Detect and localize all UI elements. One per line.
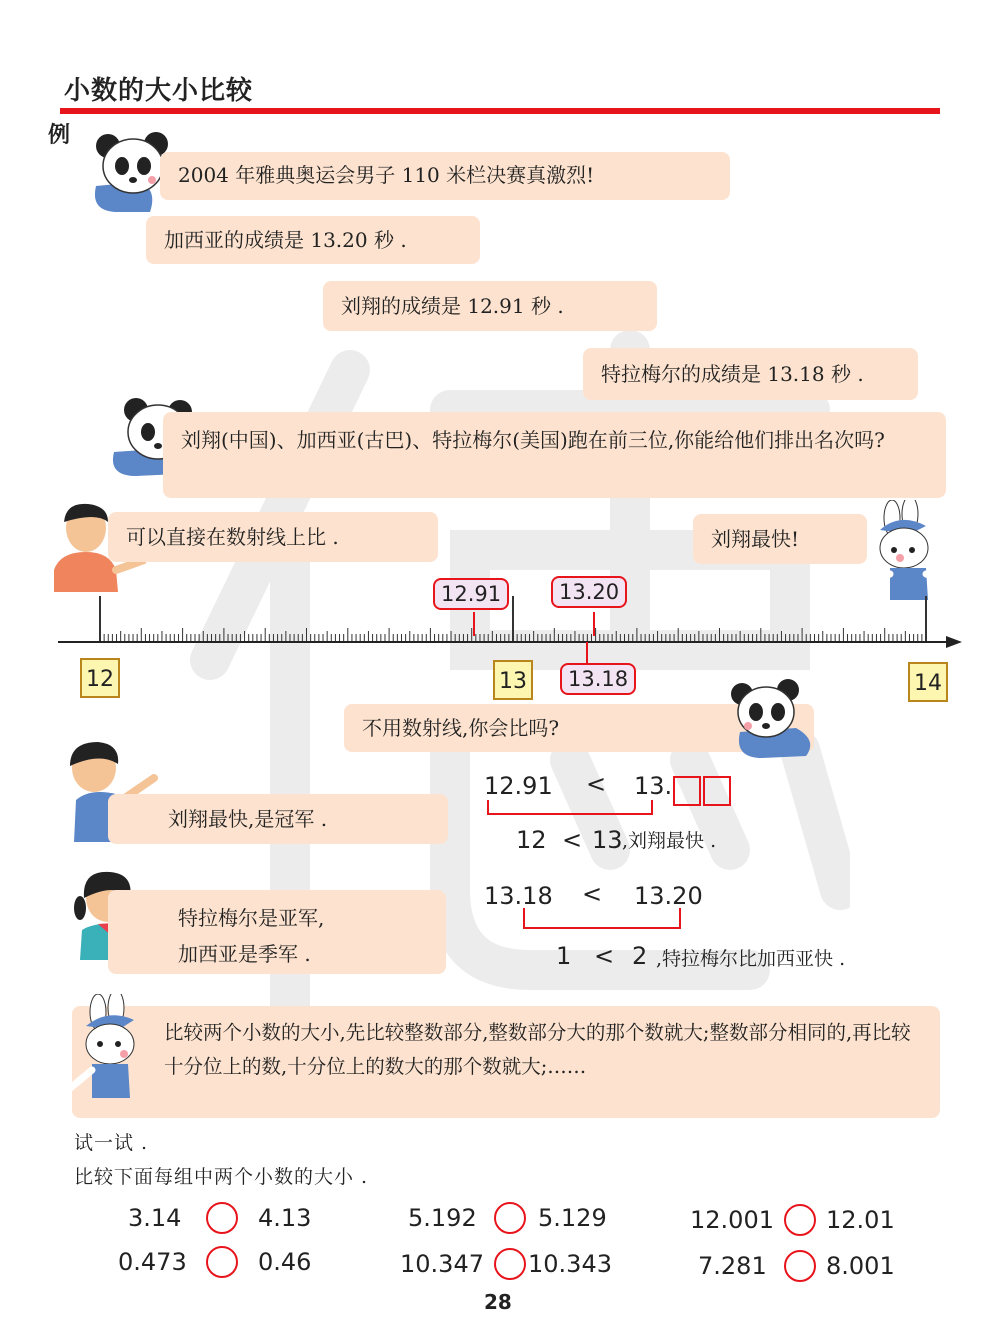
speech-bubble-rabbit-fast: 刘翔最快! bbox=[693, 514, 867, 564]
pair-6-left: 7.281 bbox=[698, 1252, 767, 1280]
number-ray bbox=[58, 594, 964, 664]
ray-label-13: 13 bbox=[493, 660, 533, 700]
pair-2-left: 5.192 bbox=[408, 1204, 477, 1232]
title-underline bbox=[60, 108, 940, 114]
girl-line-2: 加西亚是季军 . bbox=[178, 942, 311, 966]
compare2-note-a: 1 bbox=[556, 942, 572, 970]
ray-tag-12-91: 12.91 bbox=[433, 578, 509, 610]
compare2-operator: < bbox=[582, 880, 603, 908]
pair-2-right: 5.129 bbox=[538, 1204, 607, 1232]
compare-circle-5[interactable] bbox=[494, 1248, 526, 1280]
compare1-left: 12.91 bbox=[484, 772, 553, 800]
page-title: 小数的大小比较 bbox=[64, 76, 254, 106]
speech-bubble-telameier-result: 特拉梅尔的成绩是 13.18 秒 . bbox=[583, 348, 918, 400]
panda-character-illustration bbox=[726, 676, 822, 760]
pair-4-left: 0.473 bbox=[118, 1248, 187, 1276]
pair-1-right: 4.13 bbox=[258, 1204, 312, 1232]
pair-6-right: 8.001 bbox=[826, 1252, 895, 1280]
compare1-note-a: 12 bbox=[516, 826, 547, 854]
compare1-operator: < bbox=[586, 770, 607, 798]
speech-bubble-rabbit-rule: 比较两个小数的大小,先比较整数部分,整数部分大的那个数就大;整数部分相同的,再比较十分位上的数,十分位上的数大的那个数就大;…… bbox=[72, 1006, 940, 1118]
ray-label-12: 12 bbox=[80, 658, 120, 698]
speech-bubble-panda-question: 刘翔(中国)、加西亚(古巴)、特拉梅尔(美国)跑在前三位,你能给他们排出名次吗? bbox=[163, 412, 946, 498]
compare-circle-6[interactable] bbox=[784, 1250, 816, 1282]
rabbit-character-illustration bbox=[62, 994, 162, 1104]
compare-circle-2[interactable] bbox=[494, 1202, 526, 1234]
panda-character-illustration bbox=[78, 126, 173, 214]
compare1-note-text: ,刘翔最快 . bbox=[622, 830, 717, 852]
compare1-right: 13. bbox=[634, 772, 673, 800]
pair-1-left: 3.14 bbox=[128, 1204, 182, 1232]
ray-tag-13-18: 13.18 bbox=[560, 663, 636, 695]
pair-4-right: 0.46 bbox=[258, 1248, 312, 1276]
blank-box bbox=[703, 776, 731, 806]
speech-bubble-jiaxiya-result: 加西亚的成绩是 13.20 秒 . bbox=[146, 216, 480, 264]
girl-line-1: 特拉梅尔是亚军, bbox=[178, 906, 325, 930]
compare2-bracket bbox=[520, 908, 720, 934]
pair-5-left: 10.347 bbox=[400, 1250, 484, 1278]
exercise-heading: 试一试 . bbox=[74, 1132, 149, 1154]
speech-bubble-boy-champion: 刘翔最快,是冠军 . bbox=[108, 794, 448, 844]
speech-bubble-panda-no-ray: 不用数射线,你会比吗? bbox=[344, 704, 814, 752]
compare-circle-3[interactable] bbox=[784, 1204, 816, 1236]
exercise-instruction: 比较下面每组中两个小数的大小 . bbox=[74, 1166, 369, 1188]
compare1-note-operator: < bbox=[562, 826, 583, 854]
page-number: 28 bbox=[484, 1290, 512, 1314]
speech-bubble-panda-intro: 2004 年雅典奥运会男子 110 米栏决赛真激烈! bbox=[160, 152, 730, 200]
compare2-right: 13.20 bbox=[634, 882, 703, 910]
pair-3-right: 12.01 bbox=[826, 1206, 895, 1234]
compare-circle-1[interactable] bbox=[206, 1202, 238, 1234]
compare1-bracket bbox=[484, 800, 684, 824]
compare-circle-4[interactable] bbox=[206, 1246, 238, 1278]
compare2-note-text: ,特拉梅尔比加西亚快 . bbox=[656, 948, 846, 970]
pair-3-left: 12.001 bbox=[690, 1206, 774, 1234]
ray-tag-13-20: 13.20 bbox=[551, 576, 627, 608]
speech-bubble-girl bbox=[108, 890, 446, 974]
compare2-note-operator: < bbox=[594, 942, 615, 970]
pair-5-right: 10.343 bbox=[528, 1250, 612, 1278]
compare1-note-b: 13 bbox=[592, 826, 623, 854]
ray-label-14: 14 bbox=[908, 662, 948, 702]
compare2-left: 13.18 bbox=[484, 882, 553, 910]
compare2-note-b: 2 bbox=[632, 942, 648, 970]
speech-bubble-liuxiang-result: 刘翔的成绩是 12.91 秒 . bbox=[323, 281, 657, 331]
rabbit-character-illustration bbox=[870, 500, 964, 604]
speech-bubble-boy-hint: 可以直接在数射线上比 . bbox=[108, 512, 438, 562]
example-label: 例 bbox=[48, 123, 71, 148]
